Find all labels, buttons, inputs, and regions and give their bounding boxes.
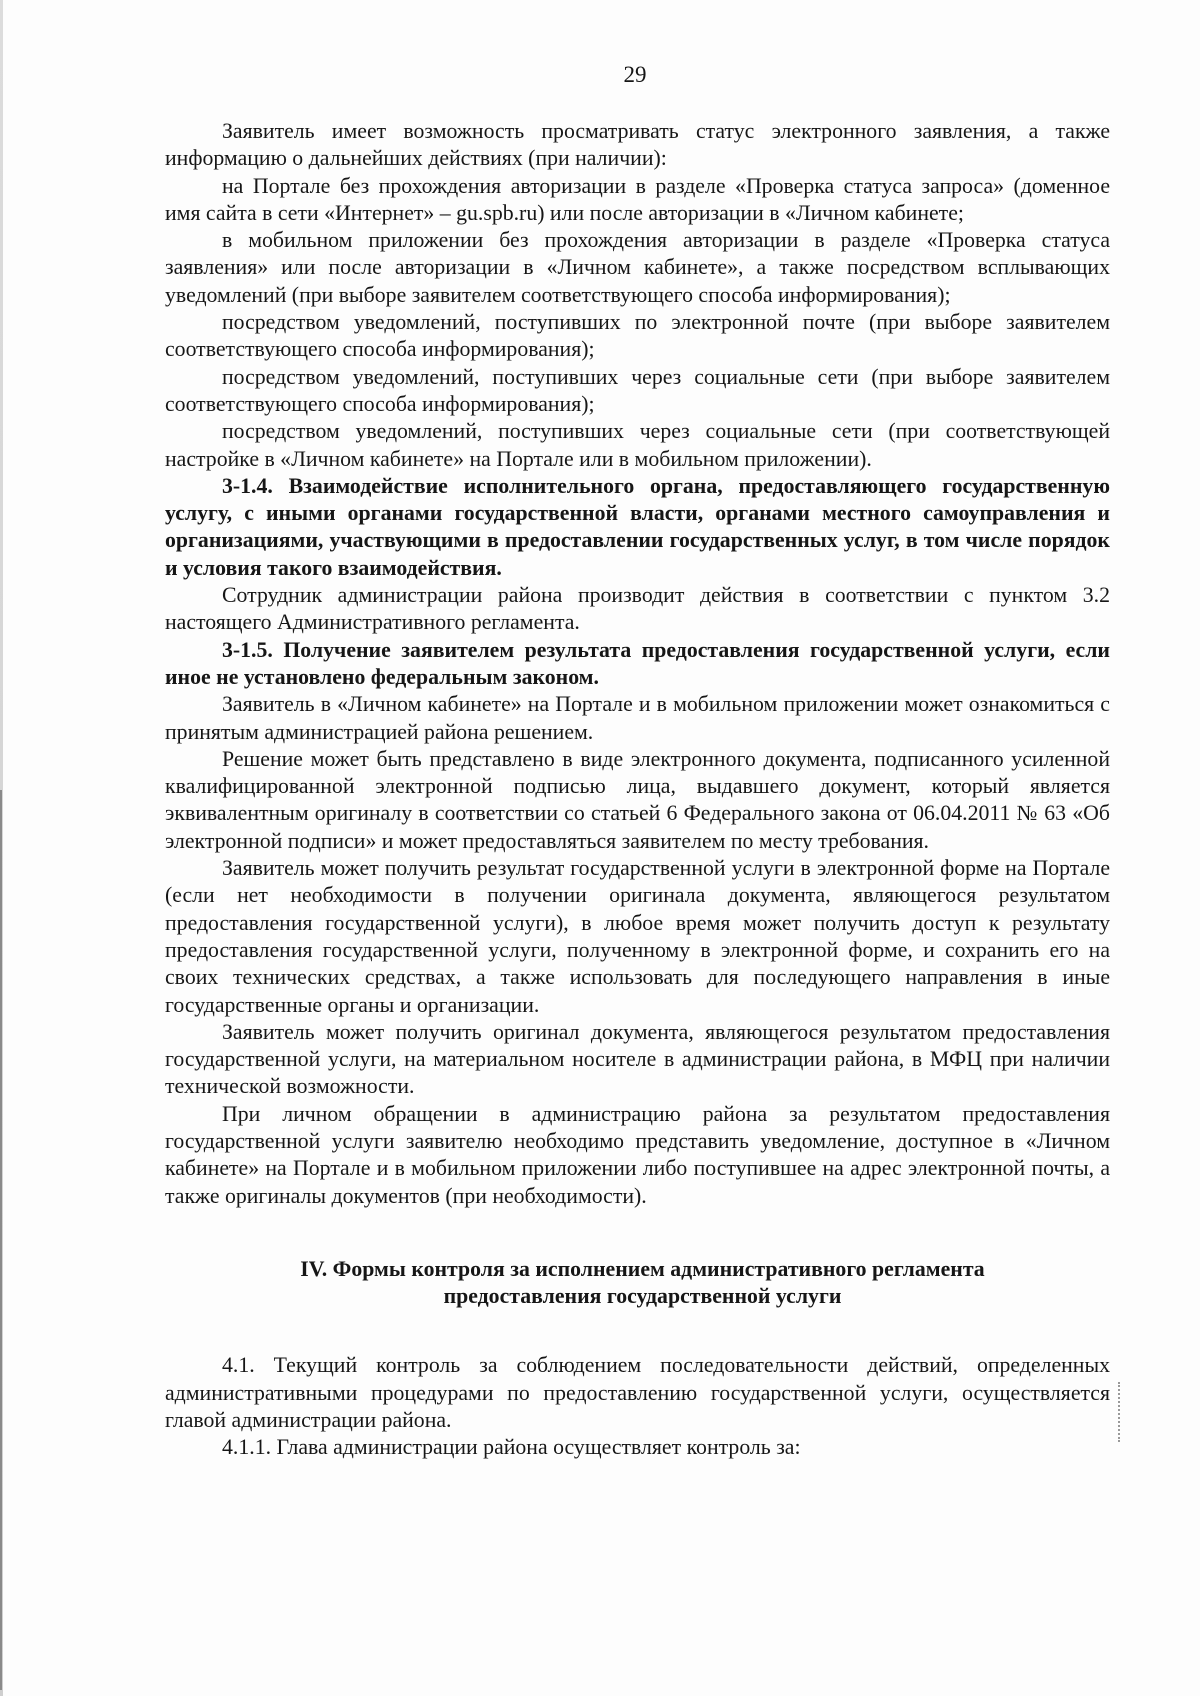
paragraph: При личном обращении в администрацию района за результатом предоставления государственной услуги заявителю необходимо представить уведомление, доступное в «Личном кабинете» на Портале и в мобильном приложении либо поступившее на адрес электронной почты, а также оригиналы документов (при необходимости). [165, 1101, 1110, 1208]
paragraph: Решение может быть представлено в виде электронного документа, подписанного усиленной квалифицированной электронной подписью лица, выдавшего документ, который является эквивалентным оригиналу в соответствии со статьей 6 Федерального закона от 06.04.2011 № 63 «Об электронной подписи» и может предоставляться заявителем по месту требования. [165, 746, 1110, 853]
paragraph: посредством уведомлений, поступивших через социальные сети (при соответствующей настройке в «Личном кабинете» на Портале или в мобильном приложении). [165, 419, 1110, 471]
paragraph: в мобильном приложении без прохождения авторизации в разделе «Проверка статуса заявления» или после авторизации в «Личном кабинете», а также посредством всплывающих уведомлений (при выборе заявителем соответствующего способа информирования); [165, 228, 1110, 307]
subsection-heading: 3-1.5. Получение заявителем результата предоставления государственной услуги, если иное не установлено федеральным законом. [165, 637, 1110, 689]
section-title-line: предоставления государственной услуги [443, 1284, 842, 1309]
paragraph: Заявитель может получить оригинал документа, являющегося результатом предоставления государственной услуги, на материальном носителе в администрации района, в МФЦ при наличии технической возможности. [165, 1019, 1110, 1099]
paragraph: 4.1.1. Глава администрации района осуществляет контроль за: [222, 1435, 801, 1460]
scan-dot-marks [1118, 1382, 1122, 1442]
paragraph: Сотрудник администрации района производит действия в соответствии с пунктом 3.2 настоящего Административного регламента. [165, 583, 1110, 635]
paragraph: посредством уведомлений, поступивших по электронной почте (при выборе заявителем соответствующего способа информирования); [165, 310, 1110, 362]
paragraphs-bottom [165, 1352, 1110, 1461]
paragraph: на Портале без прохождения авторизации в разделе «Проверка статуса запроса» (доменное имя сайта в сети «Интернет» – gu.spb.ru) или после авторизации в «Личном кабинете; [165, 173, 1110, 225]
paragraph: 4.1. Текущий контроль за соблюдением последовательности действий, определенных административными процедурами по предоставлению государственной услуги, осуществляется главой администрации района. [165, 1353, 1110, 1433]
page-number: 29 [623, 62, 647, 87]
paragraphs-top [165, 118, 1110, 1210]
paragraph: Заявитель может получить результат государственной услуги в электронной форме на Портале (если нет необходимости в получении оригинала документа, являющегося результатом предоставления государственной услуги), в любое время может получить доступ к результату предоставления государственной услуги, полученному в электронной форме, и сохранить его на своих технических средствах, а также использовать для последующего направления в иные государственные органы и организации. [165, 856, 1110, 1017]
section-title [165, 1256, 1110, 1311]
scan-edge-mark [0, 790, 2, 1690]
document-body [165, 118, 1110, 1462]
paragraph: Заявитель имеет возможность просматривать статус электронного заявления, а также информацию о дальнейших действиях (при наличии): [165, 119, 1110, 171]
paragraph: Заявитель в «Личном кабинете» на Портале и в мобильном приложении может ознакомиться с принятым администрацией района решением. [165, 692, 1110, 744]
subsection-heading: 3-1.4. Взаимодействие исполнительного органа, предоставляющего государственную услугу, с иными органами государственной власти, органами местного самоуправления и организациями, участвующими в предоставлении государственных услуг, в том числе порядок и условия такого взаимодействия. [165, 473, 1110, 580]
paragraph: посредством уведомлений, поступивших через социальные сети (при выборе заявителем соответствующего способа информирования); [165, 364, 1110, 416]
section-title-line: IV. Формы контроля за исполнением административного регламента [300, 1256, 985, 1281]
